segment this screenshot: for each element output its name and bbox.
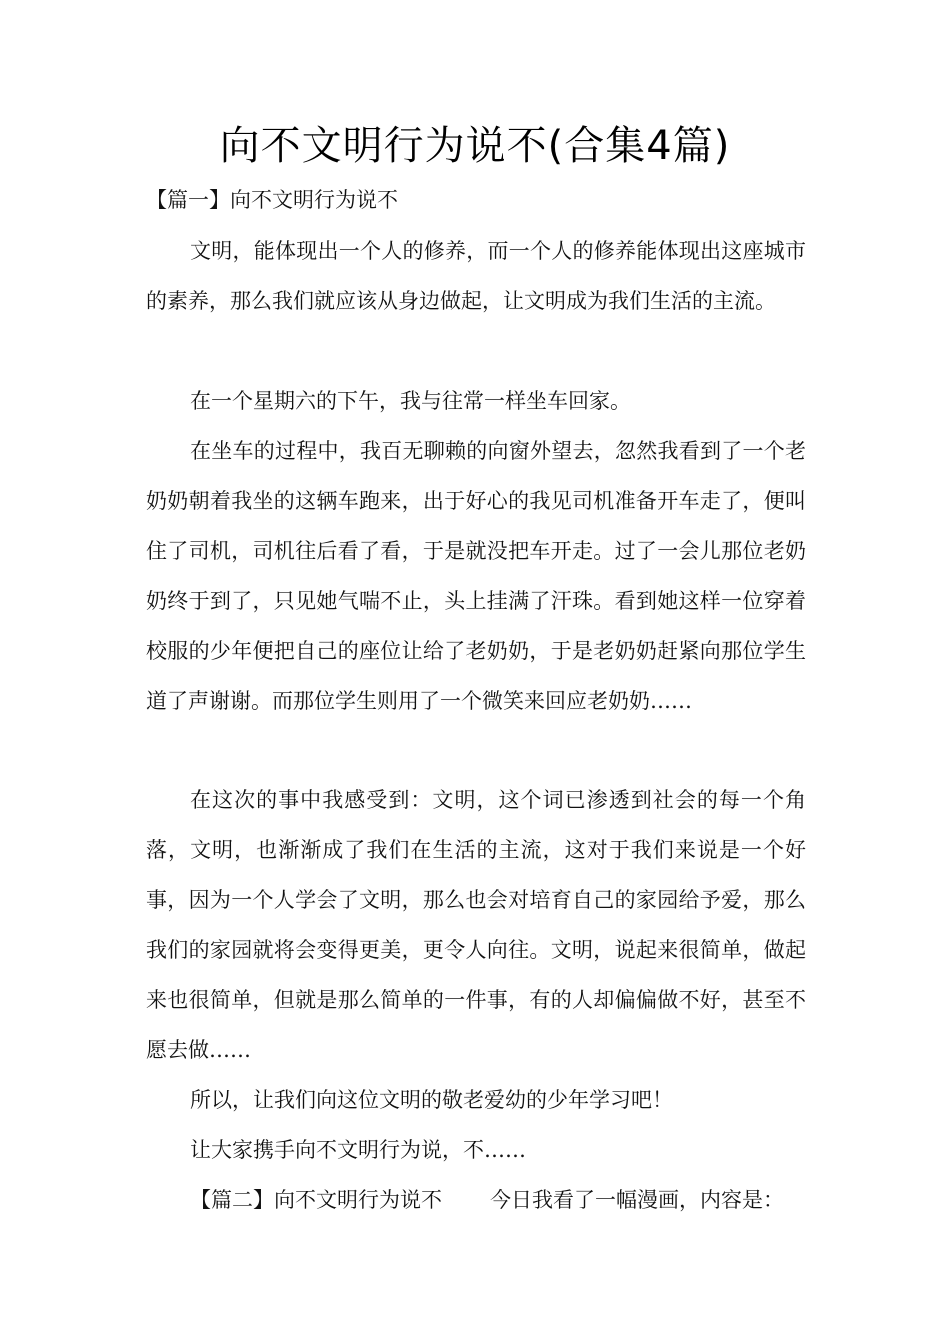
section-2-text: 今日我看了一幅漫画，内容是：	[490, 1188, 784, 1212]
section-heading-1: 【篇一】向不文明行为说不	[146, 188, 398, 212]
section-heading-2: 【篇二】向不文明行为说不	[190, 1188, 442, 1212]
paragraph-1: 文明，能体现出一个人的修养，而一个人的修养能体现出这座城市的素养，那么我们就应该从身边做起，让文明成为我们生活的主流。	[146, 239, 806, 313]
paragraph-5: 所以，让我们向这位文明的敬老爱幼的少年学习吧！	[190, 1088, 673, 1112]
section-2-line	[190, 1175, 784, 1225]
document-title: 向不文明行为说不(合集4篇)	[219, 123, 731, 169]
paragraph-3: 在坐车的过程中，我百无聊赖的向窗外望去，忽然我看到了一个老奶奶朝着我坐的这辆车跑来，出于好心的我见司机准备开车走了，便叫住了司机，司机往后看了看，于是就没把车开走。过了一会儿那位老奶奶终于到了，只见她气喘不止，头上挂满了汗珠。看到她这样一位穿着校服的少年便把自己的座位让给了老奶奶，于是老奶奶赶紧向那位学生道了声谢谢。而那位学生则用了一个微笑来回应老奶奶……	[146, 439, 806, 713]
paragraph-4: 在这次的事中我感受到：文明，这个词已渗透到社会的每一个角落，文明，也渐渐成了我们在生活的主流，这对于我们来说是一个好事，因为一个人学会了文明，那么也会对培育自己的家园给予爱，那么我们的家园就将会变得更美，更令人向往。文明，说起来很简单，做起来也很简单，但就是那么简单的一件事，有的人却偏偏做不好，甚至不愿去做……	[146, 788, 806, 1062]
paragraph-6: 让大家携手向不文明行为说，不……	[190, 1138, 526, 1162]
paragraph-2: 在一个星期六的下午，我与往常一样坐车回家。	[190, 389, 631, 413]
